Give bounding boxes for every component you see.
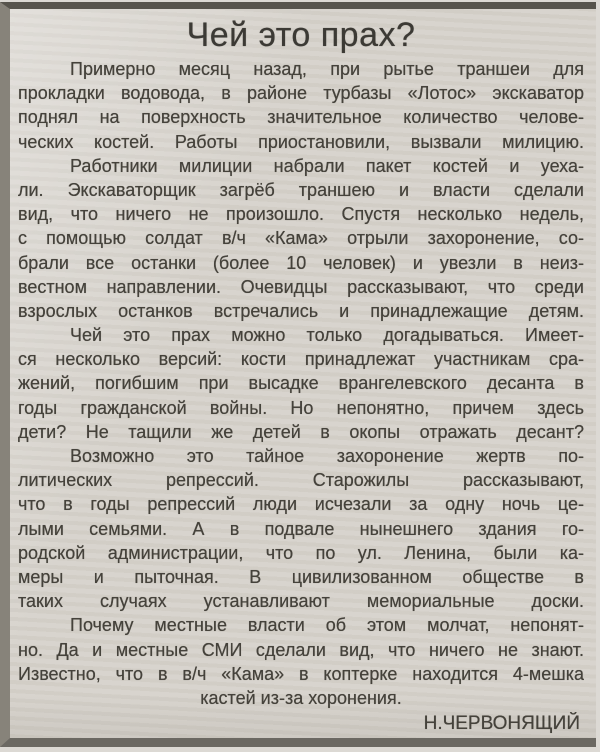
- article-author: Н.ЧЕРВОНЯЩИЙ: [423, 713, 580, 735]
- article-line: что в годы репрессий люди исчезали за одну ночь це-: [18, 494, 584, 515]
- article-line: вестном направлении. Очевидцы рассказывают, что среди: [18, 276, 584, 297]
- newspaper-clipping: [0, 2, 596, 747]
- article-line: годы гражданской войны. Но непонятно, причем здесь: [18, 397, 584, 418]
- article-line: Чей это прах можно только догадываться. Имеет-: [70, 325, 584, 346]
- article-line: ческих костей. Работы приостановили, вызвали милицию.: [18, 131, 584, 152]
- article-line: но. Да и местные СМИ сделали вид, что ничего не знают.: [18, 639, 584, 660]
- article-line: литических репрессий. Старожилы рассказывают,: [18, 470, 584, 491]
- article-line: поднял на поверхность значительное количество челове-: [18, 107, 584, 128]
- article-line: Известно, что в в/ч «Кама» в коптерке находится 4-мешка: [18, 663, 584, 684]
- article-line: меры и пыточная. В цивилизованном обществе в: [18, 566, 584, 587]
- article-line: Работники милиции набрали пакет костей и уеха-: [70, 155, 584, 176]
- article-line: родской администрации, что по ул. Ленина, были ка-: [18, 542, 584, 563]
- article-line: кастей из-за хоронения.: [200, 687, 402, 708]
- article-line: Примерно месяц назад, при рытье траншеи для: [70, 59, 584, 79]
- article-body: [18, 57, 584, 736]
- article-line: Возможно это тайное захоронение жертв по-: [70, 446, 584, 466]
- article-line: взрослых останков встречались и принадлежащие детям.: [18, 300, 584, 321]
- article-line: жений, погибшим при высадке врангелевского десанта в: [18, 373, 584, 394]
- article-line: Почему местные власти об этом молчат, непонят-: [70, 615, 584, 636]
- article-line: лыми семьями. А в подвале нынешнего здания го-: [18, 518, 584, 539]
- article-line: вид, что ничего не произошло. Спустя несколько недель,: [18, 204, 584, 225]
- article-line: с помощью солдат в/ч «Кама» отрыли захоронение, со-: [18, 228, 584, 249]
- article-line: брали все останки (более 10 человек) и увезли в неиз-: [18, 252, 584, 273]
- article-title: Чей это прах?: [186, 16, 416, 54]
- article-line: дети? Не тащили же детей в окопы отражать десант?: [18, 421, 584, 442]
- article-line: таких случаях устанавливают мемориальные доски.: [18, 591, 584, 612]
- article-line: ся несколько версий: кости принадлежат участникам сра-: [18, 349, 584, 370]
- article-line: прокладки водовода, в районе турбазы «Лотос» экскаватор: [18, 83, 584, 104]
- article-line: ли. Экскаваторщик загрёб траншею и власти сделали: [18, 179, 584, 200]
